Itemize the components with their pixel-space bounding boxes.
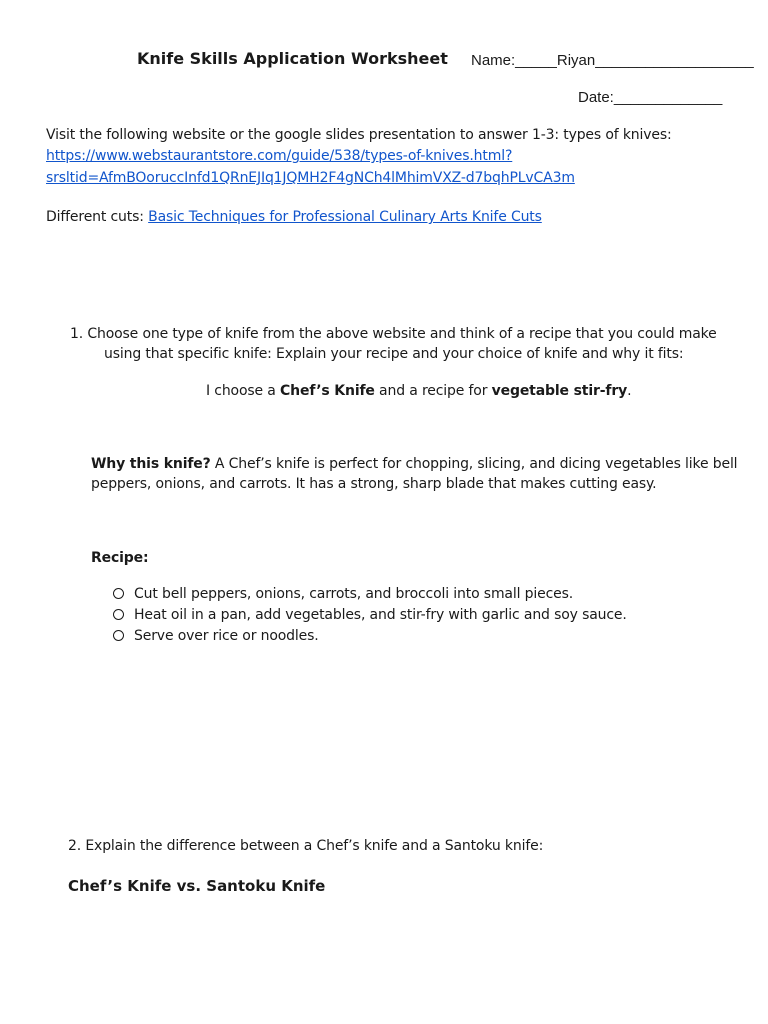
answer-mid: and a recipe for [374, 383, 492, 399]
recipe-step-text: Serve over rice or noodles. [134, 628, 319, 644]
recipe-step-text: Cut bell peppers, onions, carrots, and broccoli into small pieces. [134, 586, 574, 602]
recipe-label: Recipe: [91, 550, 149, 566]
answer-post: . [627, 383, 632, 399]
hollow-bullet-icon [113, 588, 124, 599]
name-field: Name:_____Riyan___________________ [471, 52, 754, 69]
hollow-bullet-icon [113, 609, 124, 620]
recipe-step-text: Heat oil in a pan, add vegetables, and stir-fry with garlic and soy sauce. [134, 607, 627, 623]
q2-subheading: Chef’s Knife vs. Santoku Knife [68, 877, 326, 895]
q1-line2: using that specific knife: Explain your recipe and your choice of knife and why it fits: [104, 346, 684, 362]
why-text1: A Chef’s knife is perfect for chopping, slicing, and dicing vegetables like bell [210, 456, 738, 472]
answer-knife: Chef’s Knife [280, 383, 375, 399]
answer-recipe: vegetable stir-fry [491, 383, 628, 399]
q2-question: 2. Explain the difference between a Chef’s knife and a Santoku knife: [68, 838, 544, 854]
recipe-step [113, 586, 573, 602]
knives-link-line2[interactable]: srsltid=AfmBOoruccInfd1QRnEJIq1JQMH2F4gNCh4lMhimVXZ-d7bqhPLvCA3m [46, 170, 575, 186]
q1-line1: 1. Choose one type of knife from the above website and think of a recipe that you could make [70, 326, 717, 342]
intro-text: Visit the following website or the google slides presentation to answer 1-3: types of knives: [46, 127, 672, 143]
why-label: Why this knife? [91, 456, 211, 472]
recipe-step [113, 628, 319, 644]
cuts-label: Different cuts: [46, 209, 149, 225]
why-line1 [91, 456, 737, 472]
worksheet-title: Knife Skills Application Worksheet [137, 49, 448, 68]
q1-answer [206, 383, 631, 399]
different-cuts-line [46, 209, 542, 225]
why-line2: peppers, onions, and carrots. It has a strong, sharp blade that makes cutting easy. [91, 476, 657, 492]
date-field: Date:_____________ [578, 89, 723, 106]
answer-pre: I choose a [206, 383, 281, 399]
recipe-step [113, 607, 627, 623]
cuts-link[interactable]: Basic Techniques for Professional Culinary Arts Knife Cuts [148, 209, 542, 225]
knives-link-line1[interactable]: https://www.webstaurantstore.com/guide/538/types-of-knives.html? [46, 148, 513, 164]
hollow-bullet-icon [113, 630, 124, 641]
